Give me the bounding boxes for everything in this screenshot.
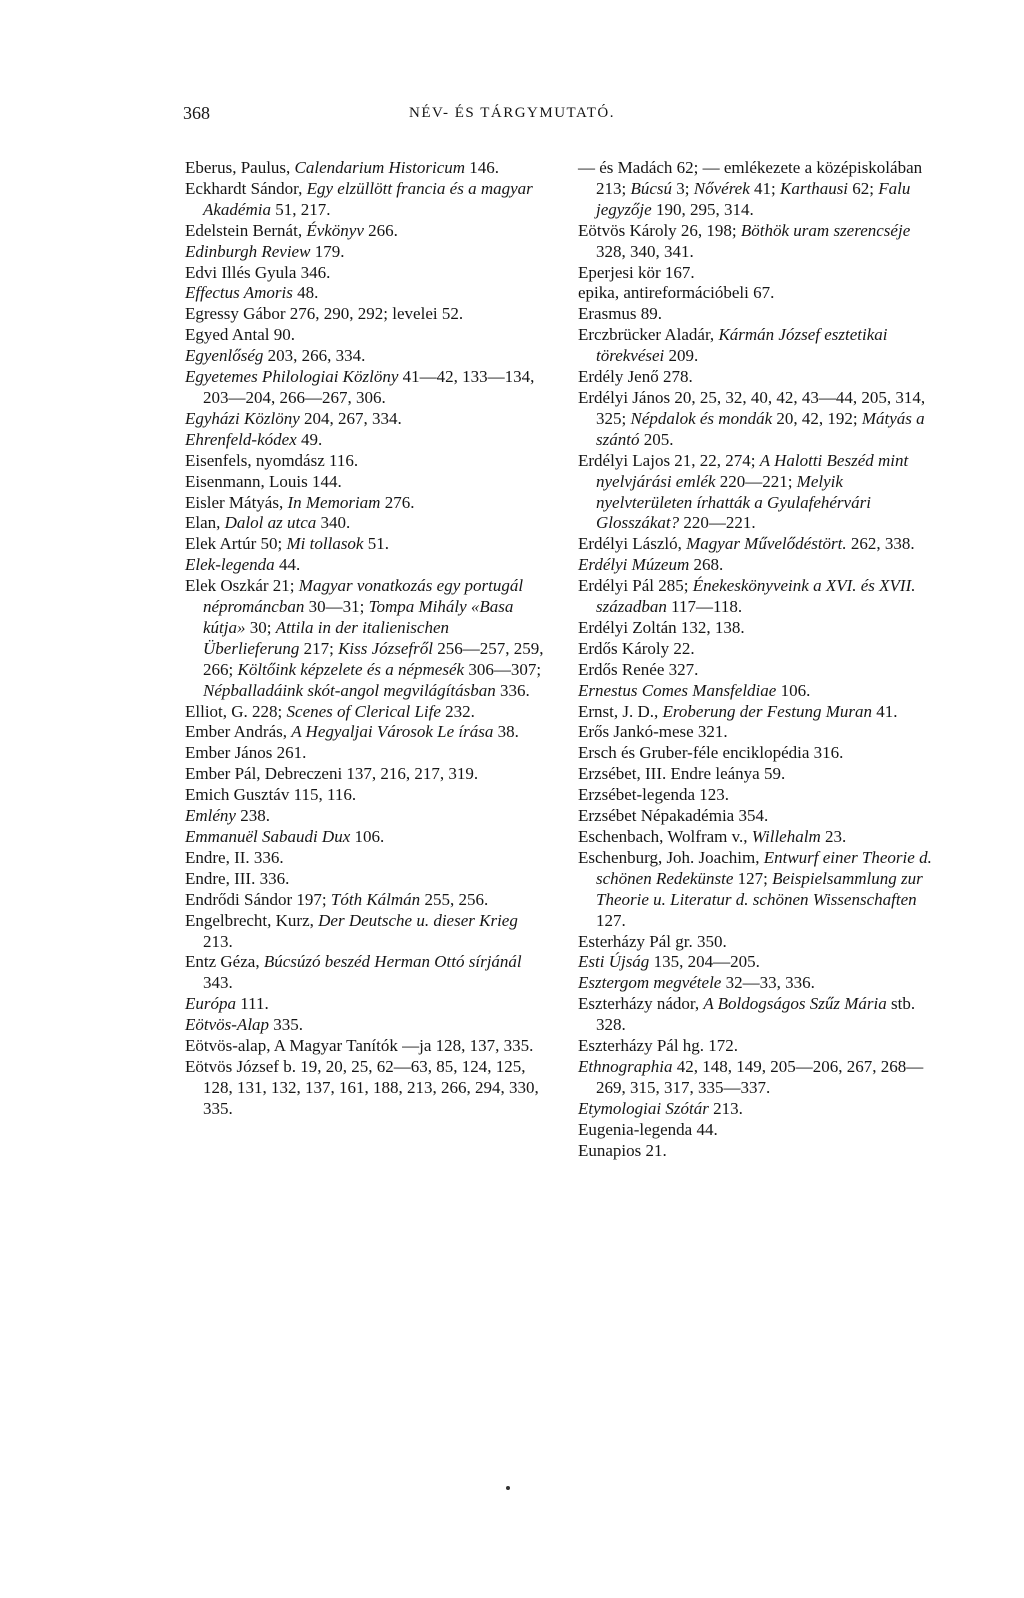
index-entry — [578, 827, 938, 848]
entry-title-text: Búcsúzó beszéd Herman Ottó sírjánál — [263, 952, 522, 972]
entry-text: 135, 204—205. — [649, 952, 760, 972]
entry-title-text: Egyenlőség — [185, 346, 264, 366]
entry-title-text: Emlény — [185, 806, 236, 826]
entry-title-text: Mátyás a szántó — [596, 408, 925, 449]
entry-text: 51, 217. — [270, 199, 331, 219]
entry-title-text: Búcsú — [630, 178, 673, 198]
entry-text: 49. — [296, 429, 323, 449]
entry-text: 343. — [203, 973, 233, 993]
entry-title-text: Népdalok és mondák — [630, 408, 773, 428]
entry-text: Elek Artúr 50; — [185, 534, 287, 554]
entry-title-text: Egyetemes Philologiai Közlöny — [185, 367, 399, 387]
entry-text: 38. — [493, 722, 519, 742]
entry-text: 127; — [733, 868, 773, 888]
index-entry — [578, 639, 938, 660]
index-entry — [578, 952, 938, 973]
entry-text: Eckhardt Sándor, — [185, 178, 307, 198]
entry-title-text: Attila in der italienischen Überlieferung — [203, 617, 450, 658]
entry-text: 41. — [872, 701, 898, 721]
entry-text: 220—221. — [679, 513, 756, 533]
index-entry — [578, 722, 938, 743]
index-entry — [185, 325, 545, 346]
entry-text: 262, 338. — [846, 534, 915, 554]
index-entry — [185, 576, 545, 701]
entry-text: Elliot, G. 228; — [185, 701, 287, 721]
entry-title-text: Tóth Kálmán — [330, 889, 421, 909]
entry-title-text: Böthök uram szerencséje — [740, 220, 911, 240]
entry-title-text: Willehalm — [751, 827, 821, 846]
index-entry — [578, 806, 938, 827]
entry-text: Erdélyi Pál 285; — [578, 576, 693, 596]
entry-title-text: Európa — [185, 994, 236, 1014]
entry-text: 220—221; — [715, 471, 797, 491]
entry-title-text: Karthausi — [780, 178, 849, 198]
index-entry — [185, 409, 545, 430]
index-entry — [578, 702, 938, 723]
index-entry — [185, 890, 545, 911]
index-entry — [185, 367, 545, 409]
entry-text: Eszterházy nádor, — [578, 994, 704, 1014]
entry-text: Esterházy Pál gr. 350. — [578, 931, 727, 951]
index-entry — [185, 911, 545, 953]
entry-text: 306—307; — [464, 659, 542, 679]
index-entry — [578, 1141, 938, 1162]
index-entry — [185, 702, 545, 723]
running-title: NÉV- ÉS TÁRGYMUTATÓ. — [409, 105, 615, 121]
entry-text: 276. — [380, 492, 415, 512]
index-entry — [185, 952, 545, 994]
entry-text: 255, 256. — [420, 889, 489, 909]
entry-text: Emich Gusztáv 115, 116. — [185, 785, 357, 805]
index-entry — [578, 932, 938, 953]
index-entry — [578, 1036, 938, 1057]
entry-text: 328, 340, 341. — [596, 241, 694, 261]
entry-text: 30—31; — [304, 597, 369, 617]
entry-text: 340. — [316, 513, 351, 533]
entry-title-text: Erdélyi Múzeum — [578, 555, 690, 575]
index-column-right — [578, 158, 938, 1162]
index-entry — [185, 869, 545, 890]
entry-title-text: Eroberung der Festung Muran — [662, 701, 873, 721]
entry-text: Erzsébet Népakadémia 354. — [578, 806, 769, 826]
entry-text: Erdélyi János 20, 25, 32, 40, 42, 43—44, 205, 314, 325; — [578, 387, 926, 428]
index-entry — [185, 534, 545, 555]
entry-text: Ersch és Gruber-féle enciklopédia 316. — [578, 743, 844, 763]
index-entry — [578, 263, 938, 284]
entry-text: Ember Pál, Debreczeni 137, 216, 217, 319. — [185, 764, 479, 784]
entry-title-text: Kármán József esztetikai törekvései — [596, 325, 888, 366]
entry-text: epika, antireformációbeli 67. — [578, 283, 775, 303]
entry-title-text: A Boldogságos Szűz Mária — [703, 994, 887, 1014]
entry-title-text: Elek-legenda — [185, 555, 275, 575]
index-entry — [185, 1036, 545, 1057]
entry-text: 3; — [672, 178, 694, 198]
index-entry — [185, 806, 545, 827]
entry-text: 62; — [848, 178, 879, 198]
entry-text: 48. — [292, 283, 319, 303]
index-entry — [578, 660, 938, 681]
entry-text: Eötvös-alap, A Magyar Tanítók —ja 128, 137, 335. — [185, 1036, 534, 1056]
entry-text: Eschenburg, Joh. Joachim, — [578, 847, 764, 867]
entry-text: 111. — [236, 994, 269, 1014]
entry-text: Ember János 261. — [185, 743, 307, 763]
index-entry — [185, 430, 545, 451]
index-entry — [578, 743, 938, 764]
entry-text: 23. — [820, 827, 847, 846]
entry-text: Eötvös Károly 26, 198; — [578, 220, 741, 240]
entry-text: 20, 42, 192; — [772, 408, 862, 428]
page-number: 368 — [183, 103, 210, 123]
entry-text: Ember András, — [185, 722, 292, 742]
entry-title-text: Egyházi Közlöny — [185, 408, 300, 428]
index-entry — [578, 681, 938, 702]
index-entry — [185, 304, 545, 325]
index-entry — [185, 472, 545, 493]
entry-text: Edelstein Bernát, — [185, 220, 307, 240]
entry-text: 232. — [440, 701, 475, 721]
index-entry — [578, 785, 938, 806]
entry-title-text: Beispielsammlung zur Theorie u. Literatur d. schönen Wissenschaften — [596, 868, 923, 909]
index-entry — [185, 555, 545, 576]
entry-title-text: Ehrenfeld-kódex — [185, 429, 297, 449]
entry-title-text: Emmanuël Sabaudi Dux — [185, 827, 351, 846]
page-header — [0, 103, 1024, 131]
entry-text: 42, 148, 149, 205—206, 267, 268—269, 315, 317, 335—337. — [596, 1056, 924, 1097]
entry-title-text: A Hegyaljai Városok Le írása — [291, 722, 494, 742]
entry-text: 117—118. — [666, 597, 743, 617]
entry-text: Erasmus 89. — [578, 304, 663, 324]
index-entry — [185, 263, 545, 284]
entry-title-text: Énekeskönyveink a XVI. és XVII. században — [596, 576, 916, 617]
entry-text: 266. — [363, 220, 398, 240]
entry-title-text: Melyik nyelvterületen írhatták a Gyulafehérvári Glosszákat? — [596, 471, 871, 533]
index-entry — [578, 576, 938, 618]
index-entry — [578, 388, 938, 451]
entry-text: 209. — [664, 346, 699, 366]
entry-text: 32—33, 336. — [721, 973, 815, 993]
entry-title-text: Der Deutsche u. dieser Krieg — [318, 910, 518, 930]
entry-text: Erczbrücker Aladár, — [578, 325, 719, 345]
entry-text: 127. — [596, 910, 626, 930]
entry-title-text: Kiss Józsefről — [338, 638, 433, 658]
entry-title-text: Falu jegyzője — [596, 178, 911, 219]
entry-text: Erdős Renée 327. — [578, 659, 699, 679]
entry-text: Eperjesi kör 167. — [578, 262, 695, 282]
entry-text: Erdély Jenő 278. — [578, 367, 693, 387]
entry-text: 51. — [363, 534, 389, 554]
index-entry — [185, 513, 545, 534]
index-entry — [578, 973, 938, 994]
entry-text: Erdélyi Lajos 21, 22, 274; — [578, 450, 760, 470]
entry-text: Erzsébet-legenda 123. — [578, 785, 730, 805]
entry-title-text: Ernestus Comes Mansfeldiae — [578, 680, 777, 700]
entry-text: Elan, — [185, 513, 225, 533]
index-entry — [578, 158, 938, 221]
entry-text: Eszterházy Pál hg. 172. — [578, 1036, 739, 1056]
index-column-left — [185, 158, 545, 1120]
entry-title-text: Esti Újság — [578, 952, 650, 972]
entry-text: 106. — [350, 827, 385, 846]
index-entry — [185, 451, 545, 472]
entry-text: Erdélyi László, — [578, 534, 687, 554]
entry-title-text: Tompa Mihály «Basa kútja» — [203, 597, 514, 637]
entry-text: Egressy Gábor 276, 290, 292; levelei 52. — [185, 304, 464, 324]
stray-dot-mark — [506, 1486, 510, 1490]
entry-text: 213. — [203, 931, 233, 951]
entry-title-text: Esztergom megvétele — [578, 973, 722, 993]
entry-text: 106. — [776, 680, 811, 700]
entry-text: 335. — [269, 1015, 304, 1035]
entry-text: 205. — [639, 429, 674, 449]
index-entry — [185, 242, 545, 263]
index-entry — [578, 1099, 938, 1120]
entry-text: Eugenia-legenda 44. — [578, 1119, 718, 1139]
entry-title-text: In Memoriam — [287, 492, 381, 512]
index-entry — [185, 1015, 545, 1036]
entry-title-text: Ethnographia — [578, 1056, 673, 1076]
index-entry — [185, 1057, 545, 1120]
entry-text: 213. — [708, 1098, 743, 1118]
index-entry — [578, 304, 938, 325]
entry-text: Erdélyi Zoltán 132, 138. — [578, 617, 745, 637]
entry-title-text: Évkönyv — [306, 220, 364, 240]
entry-title-text: Effectus Amoris — [185, 283, 293, 303]
entry-text: 179. — [310, 241, 345, 261]
index-entry — [578, 848, 938, 932]
entry-text: Eisler Mátyás, — [185, 492, 288, 512]
entry-text: 268. — [689, 555, 724, 575]
entry-title-text: Etymologiai Szótár — [578, 1098, 709, 1118]
index-entry — [578, 325, 938, 367]
index-entry — [185, 848, 545, 869]
entry-text: Engelbrecht, Kurz, — [185, 910, 319, 930]
index-entry — [185, 722, 545, 743]
index-entry — [578, 764, 938, 785]
entry-text: Endrődi Sándor 197; — [185, 889, 331, 909]
index-entry — [185, 785, 545, 806]
entry-text: Erős Jankó-mese 321. — [578, 722, 728, 742]
index-entry — [578, 451, 938, 535]
index-entry — [185, 179, 545, 221]
index-entry — [185, 283, 545, 304]
entry-text: 204, 267, 334. — [299, 408, 402, 428]
entry-text: Elek Oszkár 21; — [185, 576, 299, 596]
entry-text: Erzsébet, III. Endre leánya 59. — [578, 764, 786, 784]
entry-text: Eötvös József b. 19, 20, 25, 62—63, 85, 124, 125, 128, 131, 132, 137, 161, 188, 213, 266, 294, 330, 335. — [185, 1056, 539, 1118]
index-entry — [185, 346, 545, 367]
index-entry — [578, 534, 938, 555]
entry-title-text: Scenes of Clerical Life — [286, 701, 441, 721]
entry-text: Edvi Illés Gyula 346. — [185, 262, 331, 282]
index-entry — [578, 1120, 938, 1141]
index-entry — [185, 827, 545, 848]
index-entry — [185, 493, 545, 514]
index-entry — [185, 743, 545, 764]
entry-text: 146. — [465, 158, 500, 177]
entry-text: 41—42, 133—134, 203—204, 266—267, 306. — [203, 367, 535, 407]
entry-text: Eisenmann, Louis 144. — [185, 471, 342, 491]
index-entry — [578, 994, 938, 1036]
entry-title-text: Nővérek — [693, 178, 750, 198]
entry-text: — és Madách 62; — emlékezete a középiskolában 213; — [578, 158, 923, 198]
entry-text: Eberus, Paulus, — [185, 158, 295, 177]
index-entry — [578, 283, 938, 304]
entry-title-text: A Halotti Beszéd mint nyelvjárási emlék — [596, 450, 909, 491]
index-entry — [185, 764, 545, 785]
entry-title-text: Egy elzüllött francia és a magyar Akadémia — [203, 178, 533, 219]
entry-title-text: Eötvös-Alap — [185, 1015, 270, 1035]
entry-text: 238. — [235, 806, 270, 826]
entry-title-text: Entwurf einer Theorie d. schönen Redekünste — [596, 847, 932, 888]
entry-text: 190, 295, 314. — [651, 199, 754, 219]
index-entry — [185, 158, 545, 179]
entry-text: Erdős Károly 22. — [578, 638, 695, 658]
entry-title-text: Magyar Művelődéstört. — [686, 534, 847, 554]
entry-text: Egyed Antal 90. — [185, 325, 296, 345]
entry-title-text: Magyar vonatkozás egy portugál néprománcban — [203, 576, 524, 617]
entry-text: Ernst, J. D., — [578, 701, 663, 721]
entry-text: 30; — [245, 617, 276, 637]
entry-text: 217; — [299, 638, 339, 658]
entry-text: Endre, II. 336. — [185, 847, 284, 867]
entry-title-text: Calendarium Historicum — [294, 158, 466, 177]
entry-text: Eisenfels, nyomdász 116. — [185, 450, 359, 470]
entry-text: 41; — [749, 178, 781, 198]
index-entry — [578, 1057, 938, 1099]
index-entry — [185, 221, 545, 242]
index-entry — [578, 221, 938, 263]
entry-text: 336. — [495, 680, 530, 700]
entry-text: stb. 328. — [596, 994, 916, 1035]
index-entry — [185, 994, 545, 1015]
entry-title-text: Edinburgh Review — [185, 241, 311, 261]
index-entry — [578, 618, 938, 639]
entry-title-text: Költőink képzelete és a népmesék — [237, 659, 465, 679]
entry-title-text: Népballadáink skót-angol megvilágításban — [203, 680, 496, 700]
index-entry — [578, 555, 938, 576]
entry-text: Eunapios 21. — [578, 1140, 667, 1160]
entry-text: Entz Géza, — [185, 952, 264, 972]
entry-text: 256—257, 259, 266; — [203, 638, 544, 679]
entry-text: 44. — [274, 555, 301, 575]
entry-text: 203, 266, 334. — [263, 346, 366, 366]
entry-title-text: Dalol az utca — [224, 513, 317, 533]
entry-title-text: Mi tollasok — [286, 534, 364, 554]
index-entry — [578, 367, 938, 388]
entry-text: Eschenbach, Wolfram v., — [578, 827, 752, 846]
entry-text: Endre, III. 336. — [185, 868, 290, 888]
